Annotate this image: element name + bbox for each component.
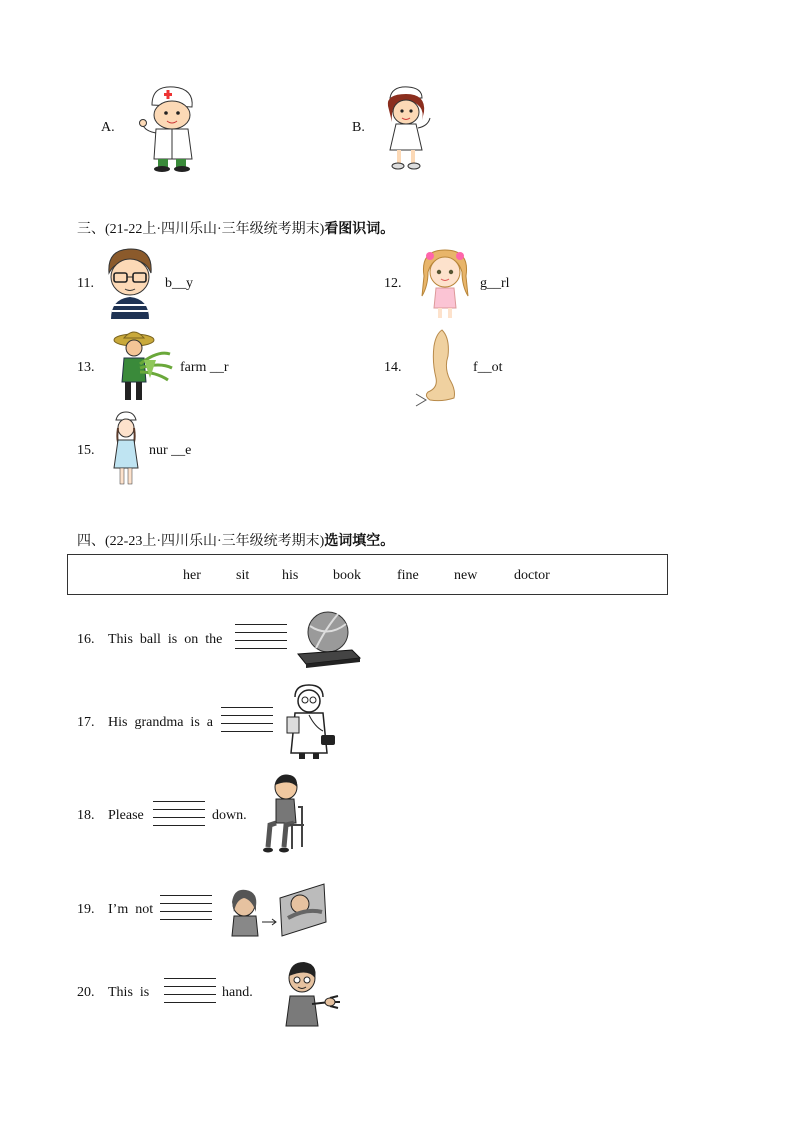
- q19-text: I’m not: [108, 902, 154, 917]
- section4-title-prefix: 四、(22-23上·四川乐山·三年级统考期末): [77, 534, 325, 549]
- farmer-icon: [110, 326, 174, 404]
- section4-title-bold: 选词填空。: [324, 534, 395, 549]
- q16-answer-blank[interactable]: [235, 624, 287, 656]
- nurse-cartoon-icon: [382, 84, 434, 172]
- word-bank-item: his: [282, 568, 299, 583]
- q20-text-after: hand.: [222, 985, 253, 1000]
- q18-answer-blank[interactable]: [153, 801, 205, 833]
- option-b-label: B.: [352, 120, 365, 135]
- section3-heading: [77, 218, 394, 238]
- q20-number: 20.: [77, 985, 95, 1000]
- foot-icon: [414, 328, 470, 406]
- item-14-word: f__ot: [473, 360, 503, 375]
- word-bank-item: fine: [397, 568, 419, 583]
- word-bank-item: her: [183, 568, 201, 583]
- q16-text: This ball is on the: [108, 632, 223, 647]
- q19-number: 19.: [77, 902, 95, 917]
- nurse-icon: [108, 410, 144, 488]
- item-13-number: 13.: [77, 360, 95, 375]
- q17-text: His grandma is a: [108, 715, 213, 730]
- ball-on-book-icon: [296, 608, 362, 668]
- word-bank-box: [67, 554, 668, 595]
- item-12-number: 12.: [384, 276, 402, 291]
- item-11-word: b__y: [165, 276, 193, 291]
- section3-title-prefix: 三、(21-22上·四川乐山·三年级统考期末): [77, 222, 325, 237]
- q17-answer-blank[interactable]: [221, 707, 273, 739]
- item-11-number: 11.: [77, 276, 94, 291]
- item-15-word: nur __e: [149, 443, 192, 458]
- boy-glasses-icon: [105, 247, 155, 319]
- item-14-number: 14.: [384, 360, 402, 375]
- section4-heading: [77, 530, 394, 550]
- girl-icon: [418, 246, 472, 320]
- item-12-word: g__rl: [480, 276, 510, 291]
- doctor-cartoon-icon: [138, 83, 202, 173]
- boy-hand-icon: [282, 960, 342, 1030]
- section3-title-bold: 看图识词。: [324, 222, 395, 237]
- item-15-number: 15.: [77, 443, 95, 458]
- sick-girl-icon: [226, 882, 328, 938]
- q16-number: 16.: [77, 632, 95, 647]
- word-bank-item: doctor: [514, 568, 550, 583]
- doctor-icon: [285, 683, 337, 761]
- word-bank-item: book: [333, 568, 361, 583]
- word-bank-item: sit: [236, 568, 250, 583]
- q20-text: This is: [108, 985, 150, 1000]
- word-bank-item: new: [454, 568, 478, 583]
- q18-text-after: down.: [212, 808, 247, 823]
- q18-number: 18.: [77, 808, 95, 823]
- option-a-label: A.: [101, 120, 115, 135]
- q18-text: Please: [108, 808, 144, 823]
- q19-answer-blank[interactable]: [160, 895, 212, 927]
- q17-number: 17.: [77, 715, 95, 730]
- q20-answer-blank[interactable]: [164, 978, 216, 1010]
- sitting-boy-icon: [262, 773, 312, 855]
- item-13-word: farm __r: [180, 360, 229, 375]
